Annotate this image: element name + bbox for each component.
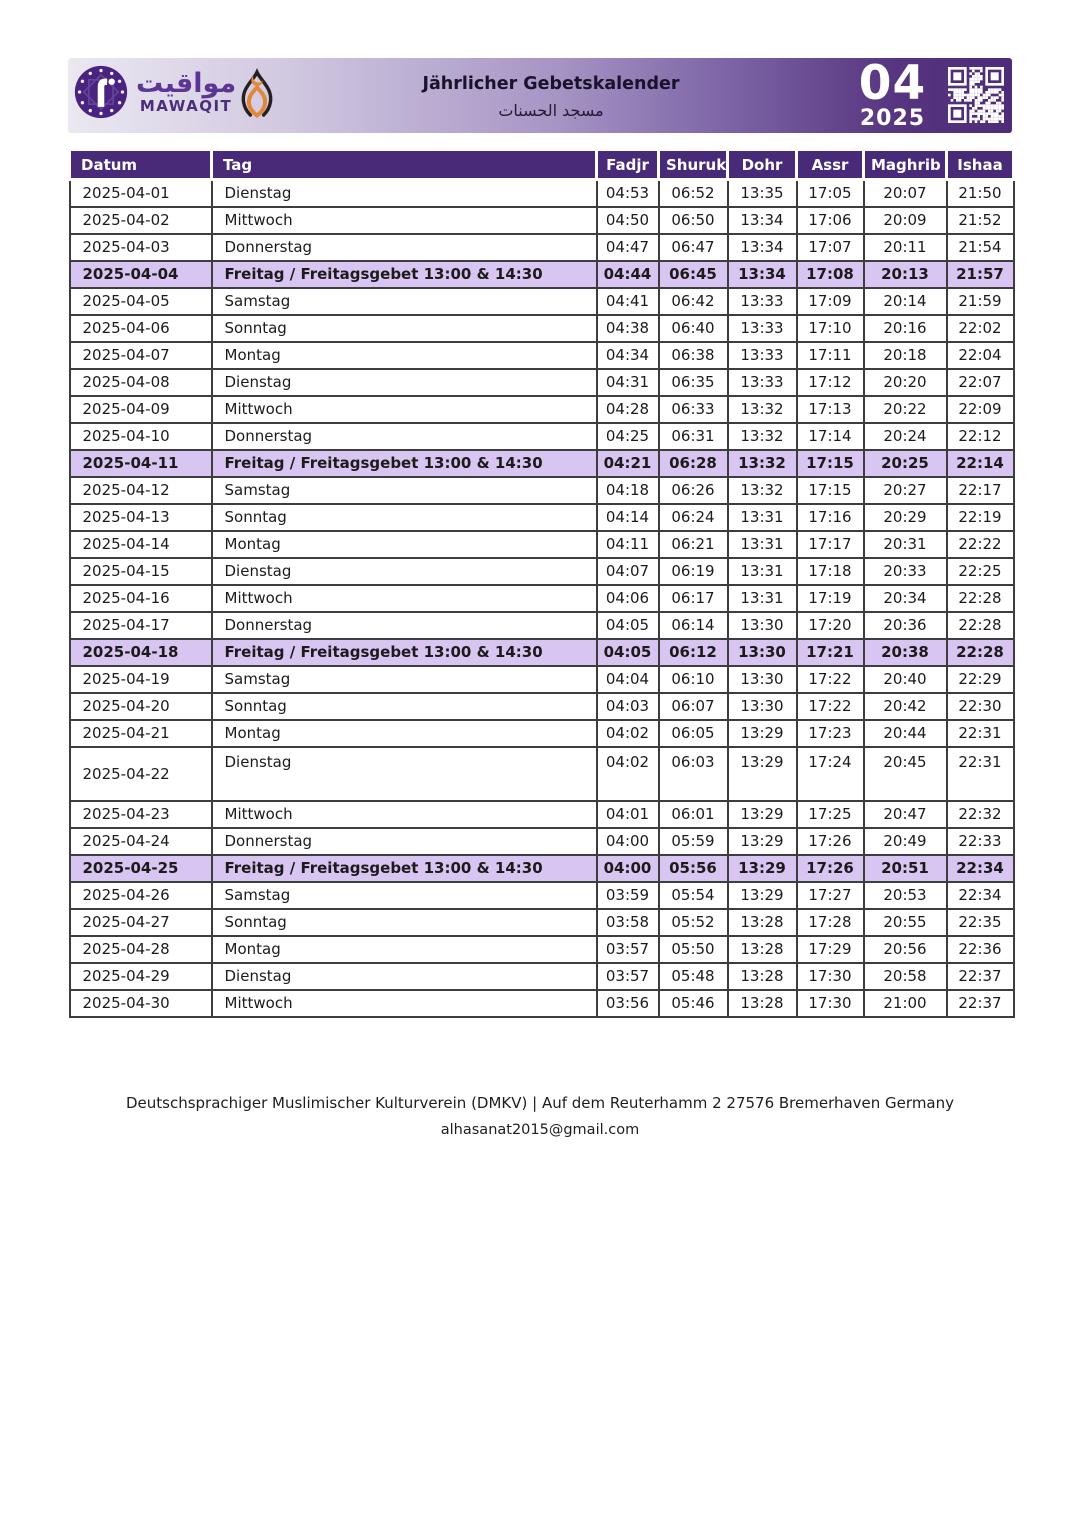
date-cell: 2025-04-11	[70, 450, 212, 477]
time-cell: 13:33	[728, 288, 797, 315]
table-row-friday	[70, 261, 1014, 288]
date-cell: 2025-04-14	[70, 531, 212, 558]
time-cell: 06:33	[659, 396, 728, 423]
time-cell: 17:26	[797, 855, 864, 882]
time-cell: 17:24	[797, 747, 864, 801]
time-cell: 04:07	[597, 558, 659, 585]
time-cell: 17:16	[797, 504, 864, 531]
day-cell: Dienstag	[212, 963, 597, 990]
time-cell: 20:36	[864, 612, 947, 639]
month-number: 04	[858, 56, 927, 111]
time-cell: 04:11	[597, 531, 659, 558]
time-cell: 04:21	[597, 450, 659, 477]
time-cell: 04:05	[597, 639, 659, 666]
table-row	[70, 315, 1014, 342]
table-row	[70, 693, 1014, 720]
time-cell: 13:30	[728, 612, 797, 639]
day-cell: Freitag / Freitagsgebet 13:00 & 14:30	[212, 450, 597, 477]
time-cell: 13:29	[728, 828, 797, 855]
time-cell: 20:16	[864, 315, 947, 342]
time-cell: 13:34	[728, 207, 797, 234]
time-cell: 22:35	[947, 909, 1014, 936]
day-cell: Donnerstag	[212, 612, 597, 639]
date-cell: 2025-04-19	[70, 666, 212, 693]
table-row	[70, 828, 1014, 855]
time-cell: 20:51	[864, 855, 947, 882]
time-cell: 17:10	[797, 315, 864, 342]
day-cell: Mittwoch	[212, 207, 597, 234]
day-cell: Montag	[212, 720, 597, 747]
time-cell: 06:38	[659, 342, 728, 369]
time-cell: 17:08	[797, 261, 864, 288]
time-cell: 17:20	[797, 612, 864, 639]
time-cell: 06:03	[659, 747, 728, 801]
time-cell: 20:42	[864, 693, 947, 720]
table-row-friday	[70, 855, 1014, 882]
time-cell: 06:12	[659, 639, 728, 666]
header-banner	[68, 58, 1012, 133]
time-cell: 05:46	[659, 990, 728, 1017]
time-cell: 22:28	[947, 612, 1014, 639]
day-cell: Mittwoch	[212, 801, 597, 828]
time-cell: 06:50	[659, 207, 728, 234]
date-cell: 2025-04-15	[70, 558, 212, 585]
time-cell: 13:32	[728, 450, 797, 477]
time-cell: 06:07	[659, 693, 728, 720]
date-cell: 2025-04-08	[70, 369, 212, 396]
day-cell: Sonntag	[212, 909, 597, 936]
time-cell: 13:28	[728, 909, 797, 936]
time-cell: 21:57	[947, 261, 1014, 288]
time-cell: 13:31	[728, 504, 797, 531]
column-header-dohr: Dohr	[728, 150, 797, 180]
day-cell: Donnerstag	[212, 423, 597, 450]
table-row	[70, 504, 1014, 531]
time-cell: 17:25	[797, 801, 864, 828]
time-cell: 20:13	[864, 261, 947, 288]
date-cell: 2025-04-02	[70, 207, 212, 234]
time-cell: 06:17	[659, 585, 728, 612]
date-cell: 2025-04-04	[70, 261, 212, 288]
day-cell: Sonntag	[212, 504, 597, 531]
date-cell: 2025-04-18	[70, 639, 212, 666]
day-cell: Donnerstag	[212, 234, 597, 261]
contact-email-text: alhasanat2015@gmail.com	[440, 1122, 640, 1138]
day-cell: Samstag	[212, 666, 597, 693]
table-row	[70, 180, 1014, 207]
table-row	[70, 396, 1014, 423]
time-cell: 06:35	[659, 369, 728, 396]
time-cell: 03:57	[597, 936, 659, 963]
time-cell: 22:17	[947, 477, 1014, 504]
time-cell: 06:40	[659, 315, 728, 342]
time-cell: 05:50	[659, 936, 728, 963]
date-cell: 2025-04-03	[70, 234, 212, 261]
time-cell: 17:14	[797, 423, 864, 450]
time-cell: 06:26	[659, 477, 728, 504]
time-cell: 17:29	[797, 936, 864, 963]
table-row-friday	[70, 639, 1014, 666]
time-cell: 20:07	[864, 180, 947, 207]
time-cell: 13:28	[728, 936, 797, 963]
time-cell: 13:29	[728, 720, 797, 747]
day-cell: Mittwoch	[212, 585, 597, 612]
time-cell: 20:29	[864, 504, 947, 531]
day-cell: Freitag / Freitagsgebet 13:00 & 14:30	[212, 261, 597, 288]
date-cell: 2025-04-26	[70, 882, 212, 909]
time-cell: 22:07	[947, 369, 1014, 396]
time-cell: 21:59	[947, 288, 1014, 315]
time-cell: 04:00	[597, 828, 659, 855]
time-cell: 05:48	[659, 963, 728, 990]
time-cell: 17:26	[797, 828, 864, 855]
time-cell: 17:17	[797, 531, 864, 558]
time-cell: 20:56	[864, 936, 947, 963]
time-cell: 20:45	[864, 747, 947, 801]
time-cell: 06:01	[659, 801, 728, 828]
time-cell: 06:21	[659, 531, 728, 558]
time-cell: 04:41	[597, 288, 659, 315]
table-row	[70, 909, 1014, 936]
time-cell: 20:49	[864, 828, 947, 855]
date-cell: 2025-04-21	[70, 720, 212, 747]
table-row	[70, 585, 1014, 612]
table-row	[70, 369, 1014, 396]
time-cell: 13:30	[728, 666, 797, 693]
time-cell: 13:29	[728, 801, 797, 828]
time-cell: 13:31	[728, 558, 797, 585]
time-cell: 06:28	[659, 450, 728, 477]
time-cell: 13:31	[728, 585, 797, 612]
time-cell: 20:25	[864, 450, 947, 477]
time-cell: 21:50	[947, 180, 1014, 207]
time-cell: 04:05	[597, 612, 659, 639]
year-number: 2025	[859, 106, 926, 131]
time-cell: 04:14	[597, 504, 659, 531]
time-cell: 06:42	[659, 288, 728, 315]
date-cell: 2025-04-27	[70, 909, 212, 936]
time-cell: 04:01	[597, 801, 659, 828]
time-cell: 04:38	[597, 315, 659, 342]
column-header-datum: Datum	[70, 150, 212, 180]
time-cell: 22:28	[947, 639, 1014, 666]
calendar-title: Jährlicher Gebetskalender	[422, 74, 680, 94]
table-row	[70, 720, 1014, 747]
time-cell: 04:04	[597, 666, 659, 693]
date-cell: 2025-04-16	[70, 585, 212, 612]
time-cell: 21:54	[947, 234, 1014, 261]
table-row-friday	[70, 450, 1014, 477]
column-header-ishaa: Ishaa	[947, 150, 1014, 180]
time-cell: 22:30	[947, 693, 1014, 720]
time-cell: 17:27	[797, 882, 864, 909]
time-cell: 13:32	[728, 396, 797, 423]
time-cell: 13:30	[728, 693, 797, 720]
day-cell: Samstag	[212, 477, 597, 504]
time-cell: 20:11	[864, 234, 947, 261]
time-cell: 13:31	[728, 531, 797, 558]
time-cell: 06:31	[659, 423, 728, 450]
date-cell: 2025-04-20	[70, 693, 212, 720]
time-cell: 22:04	[947, 342, 1014, 369]
column-header-maghrib: Maghrib	[864, 150, 947, 180]
time-cell: 06:24	[659, 504, 728, 531]
time-cell: 21:52	[947, 207, 1014, 234]
table-row	[70, 531, 1014, 558]
time-cell: 20:40	[864, 666, 947, 693]
time-cell: 13:28	[728, 990, 797, 1017]
time-cell: 20:47	[864, 801, 947, 828]
time-cell: 13:29	[728, 855, 797, 882]
time-cell: 13:33	[728, 315, 797, 342]
time-cell: 13:32	[728, 423, 797, 450]
time-cell: 05:54	[659, 882, 728, 909]
footer	[0, 1094, 1080, 1138]
column-header-shuruk: Shuruk	[659, 150, 728, 180]
day-cell: Sonntag	[212, 315, 597, 342]
column-header-fadjr: Fadjr	[597, 150, 659, 180]
time-cell: 20:14	[864, 288, 947, 315]
table-row	[70, 207, 1014, 234]
time-cell: 20:27	[864, 477, 947, 504]
time-cell: 06:52	[659, 180, 728, 207]
time-cell: 04:47	[597, 234, 659, 261]
day-cell: Dienstag	[212, 180, 597, 207]
time-cell: 20:55	[864, 909, 947, 936]
time-cell: 17:13	[797, 396, 864, 423]
time-cell: 20:34	[864, 585, 947, 612]
day-cell: Donnerstag	[212, 828, 597, 855]
time-cell: 17:15	[797, 450, 864, 477]
time-cell: 17:11	[797, 342, 864, 369]
date-cell: 2025-04-13	[70, 504, 212, 531]
time-cell: 22:19	[947, 504, 1014, 531]
column-header-assr: Assr	[797, 150, 864, 180]
time-cell: 20:18	[864, 342, 947, 369]
time-cell: 22:29	[947, 666, 1014, 693]
qr-code-icon	[948, 67, 1004, 123]
time-cell: 05:52	[659, 909, 728, 936]
time-cell: 22:36	[947, 936, 1014, 963]
date-cell: 2025-04-07	[70, 342, 212, 369]
time-cell: 17:05	[797, 180, 864, 207]
time-cell: 22:25	[947, 558, 1014, 585]
time-cell: 17:09	[797, 288, 864, 315]
time-cell: 13:28	[728, 963, 797, 990]
time-cell: 04:28	[597, 396, 659, 423]
time-cell: 03:57	[597, 963, 659, 990]
time-cell: 05:56	[659, 855, 728, 882]
time-cell: 13:34	[728, 234, 797, 261]
table-row	[70, 666, 1014, 693]
time-cell: 22:34	[947, 882, 1014, 909]
time-cell: 22:37	[947, 990, 1014, 1017]
time-cell: 22:28	[947, 585, 1014, 612]
time-cell: 20:38	[864, 639, 947, 666]
time-cell: 20:22	[864, 396, 947, 423]
table-row	[70, 936, 1014, 963]
table-row	[70, 234, 1014, 261]
table-row	[70, 477, 1014, 504]
time-cell: 03:56	[597, 990, 659, 1017]
time-cell: 22:09	[947, 396, 1014, 423]
time-cell: 03:59	[597, 882, 659, 909]
date-cell: 2025-04-06	[70, 315, 212, 342]
date-cell: 2025-04-10	[70, 423, 212, 450]
time-cell: 04:02	[597, 720, 659, 747]
date-cell: 2025-04-30	[70, 990, 212, 1017]
time-cell: 17:30	[797, 990, 864, 1017]
time-cell: 17:07	[797, 234, 864, 261]
time-cell: 17:15	[797, 477, 864, 504]
day-cell: Montag	[212, 531, 597, 558]
organization-address-text: Deutschsprachiger Muslimischer Kulturverein (DMKV) | Auf dem Reuterhamm 2 27576 Bremerhaven Germany	[125, 1094, 955, 1112]
time-cell: 06:45	[659, 261, 728, 288]
time-cell: 22:31	[947, 720, 1014, 747]
time-cell: 22:12	[947, 423, 1014, 450]
table-row	[70, 288, 1014, 315]
time-cell: 04:06	[597, 585, 659, 612]
table-row	[70, 612, 1014, 639]
date-cell: 2025-04-05	[70, 288, 212, 315]
time-cell: 04:34	[597, 342, 659, 369]
time-cell: 05:59	[659, 828, 728, 855]
day-cell: Freitag / Freitagsgebet 13:00 & 14:30	[212, 639, 597, 666]
time-cell: 17:06	[797, 207, 864, 234]
time-cell: 22:32	[947, 801, 1014, 828]
time-cell: 22:37	[947, 963, 1014, 990]
date-cell: 2025-04-28	[70, 936, 212, 963]
time-cell: 20:20	[864, 369, 947, 396]
time-cell: 22:31	[947, 747, 1014, 801]
time-cell: 17:21	[797, 639, 864, 666]
time-cell: 04:44	[597, 261, 659, 288]
month-year-block	[840, 56, 945, 131]
time-cell: 22:33	[947, 828, 1014, 855]
date-cell: 2025-04-22	[70, 747, 212, 801]
time-cell: 20:09	[864, 207, 947, 234]
time-cell: 13:35	[728, 180, 797, 207]
time-cell: 04:18	[597, 477, 659, 504]
time-cell: 22:14	[947, 450, 1014, 477]
time-cell: 06:05	[659, 720, 728, 747]
date-cell: 2025-04-24	[70, 828, 212, 855]
time-cell: 06:14	[659, 612, 728, 639]
time-cell: 04:03	[597, 693, 659, 720]
time-cell: 13:33	[728, 342, 797, 369]
table-row	[70, 990, 1014, 1017]
day-cell: Mittwoch	[212, 990, 597, 1017]
time-cell: 13:32	[728, 477, 797, 504]
date-cell: 2025-04-23	[70, 801, 212, 828]
time-cell: 20:31	[864, 531, 947, 558]
prayer-table-body	[70, 180, 1014, 1017]
time-cell: 13:29	[728, 882, 797, 909]
time-cell: 06:47	[659, 234, 728, 261]
time-cell: 22:34	[947, 855, 1014, 882]
date-cell: 2025-04-12	[70, 477, 212, 504]
day-cell: Sonntag	[212, 693, 597, 720]
time-cell: 04:25	[597, 423, 659, 450]
day-cell: Montag	[212, 342, 597, 369]
day-cell: Mittwoch	[212, 396, 597, 423]
day-cell: Dienstag	[212, 369, 597, 396]
time-cell: 22:22	[947, 531, 1014, 558]
time-cell: 13:30	[728, 639, 797, 666]
time-cell: 04:00	[597, 855, 659, 882]
time-cell: 20:58	[864, 963, 947, 990]
table-row	[70, 963, 1014, 990]
time-cell: 21:00	[864, 990, 947, 1017]
time-cell: 20:44	[864, 720, 947, 747]
time-cell: 06:19	[659, 558, 728, 585]
time-cell: 04:02	[597, 747, 659, 801]
time-cell: 17:18	[797, 558, 864, 585]
time-cell: 20:33	[864, 558, 947, 585]
time-cell: 17:22	[797, 693, 864, 720]
date-cell: 2025-04-25	[70, 855, 212, 882]
time-cell: 20:24	[864, 423, 947, 450]
time-cell: 17:22	[797, 666, 864, 693]
time-cell: 17:19	[797, 585, 864, 612]
time-cell: 20:53	[864, 882, 947, 909]
time-cell: 13:29	[728, 747, 797, 801]
day-cell: Freitag / Freitagsgebet 13:00 & 14:30	[212, 855, 597, 882]
time-cell: 17:30	[797, 963, 864, 990]
time-cell: 17:23	[797, 720, 864, 747]
day-cell: Montag	[212, 936, 597, 963]
time-cell: 04:50	[597, 207, 659, 234]
table-row	[70, 882, 1014, 909]
time-cell: 13:33	[728, 369, 797, 396]
table-row	[70, 801, 1014, 828]
table-row	[70, 423, 1014, 450]
prayer-times-table	[68, 148, 1015, 1018]
time-cell: 17:28	[797, 909, 864, 936]
time-cell: 04:53	[597, 180, 659, 207]
time-cell: 06:10	[659, 666, 728, 693]
day-cell: Samstag	[212, 288, 597, 315]
brand-arabic-text: مواقيت	[136, 68, 237, 99]
day-cell: Dienstag	[212, 747, 597, 801]
date-cell: 2025-04-01	[70, 180, 212, 207]
table-header-row	[70, 150, 1014, 180]
time-cell: 04:31	[597, 369, 659, 396]
date-cell: 2025-04-17	[70, 612, 212, 639]
table-row	[70, 747, 1014, 801]
table-row	[70, 342, 1014, 369]
date-cell: 2025-04-29	[70, 963, 212, 990]
time-cell: 13:34	[728, 261, 797, 288]
date-cell: 2025-04-09	[70, 396, 212, 423]
time-cell: 17:12	[797, 369, 864, 396]
table-row	[70, 558, 1014, 585]
brand-latin-text: MAWAQIT	[139, 97, 233, 115]
day-cell: Dienstag	[212, 558, 597, 585]
day-cell: Samstag	[212, 882, 597, 909]
time-cell: 22:02	[947, 315, 1014, 342]
column-header-tag: Tag	[212, 150, 597, 180]
time-cell: 03:58	[597, 909, 659, 936]
mosque-name-arabic: مسجد الحسنات	[498, 101, 604, 120]
